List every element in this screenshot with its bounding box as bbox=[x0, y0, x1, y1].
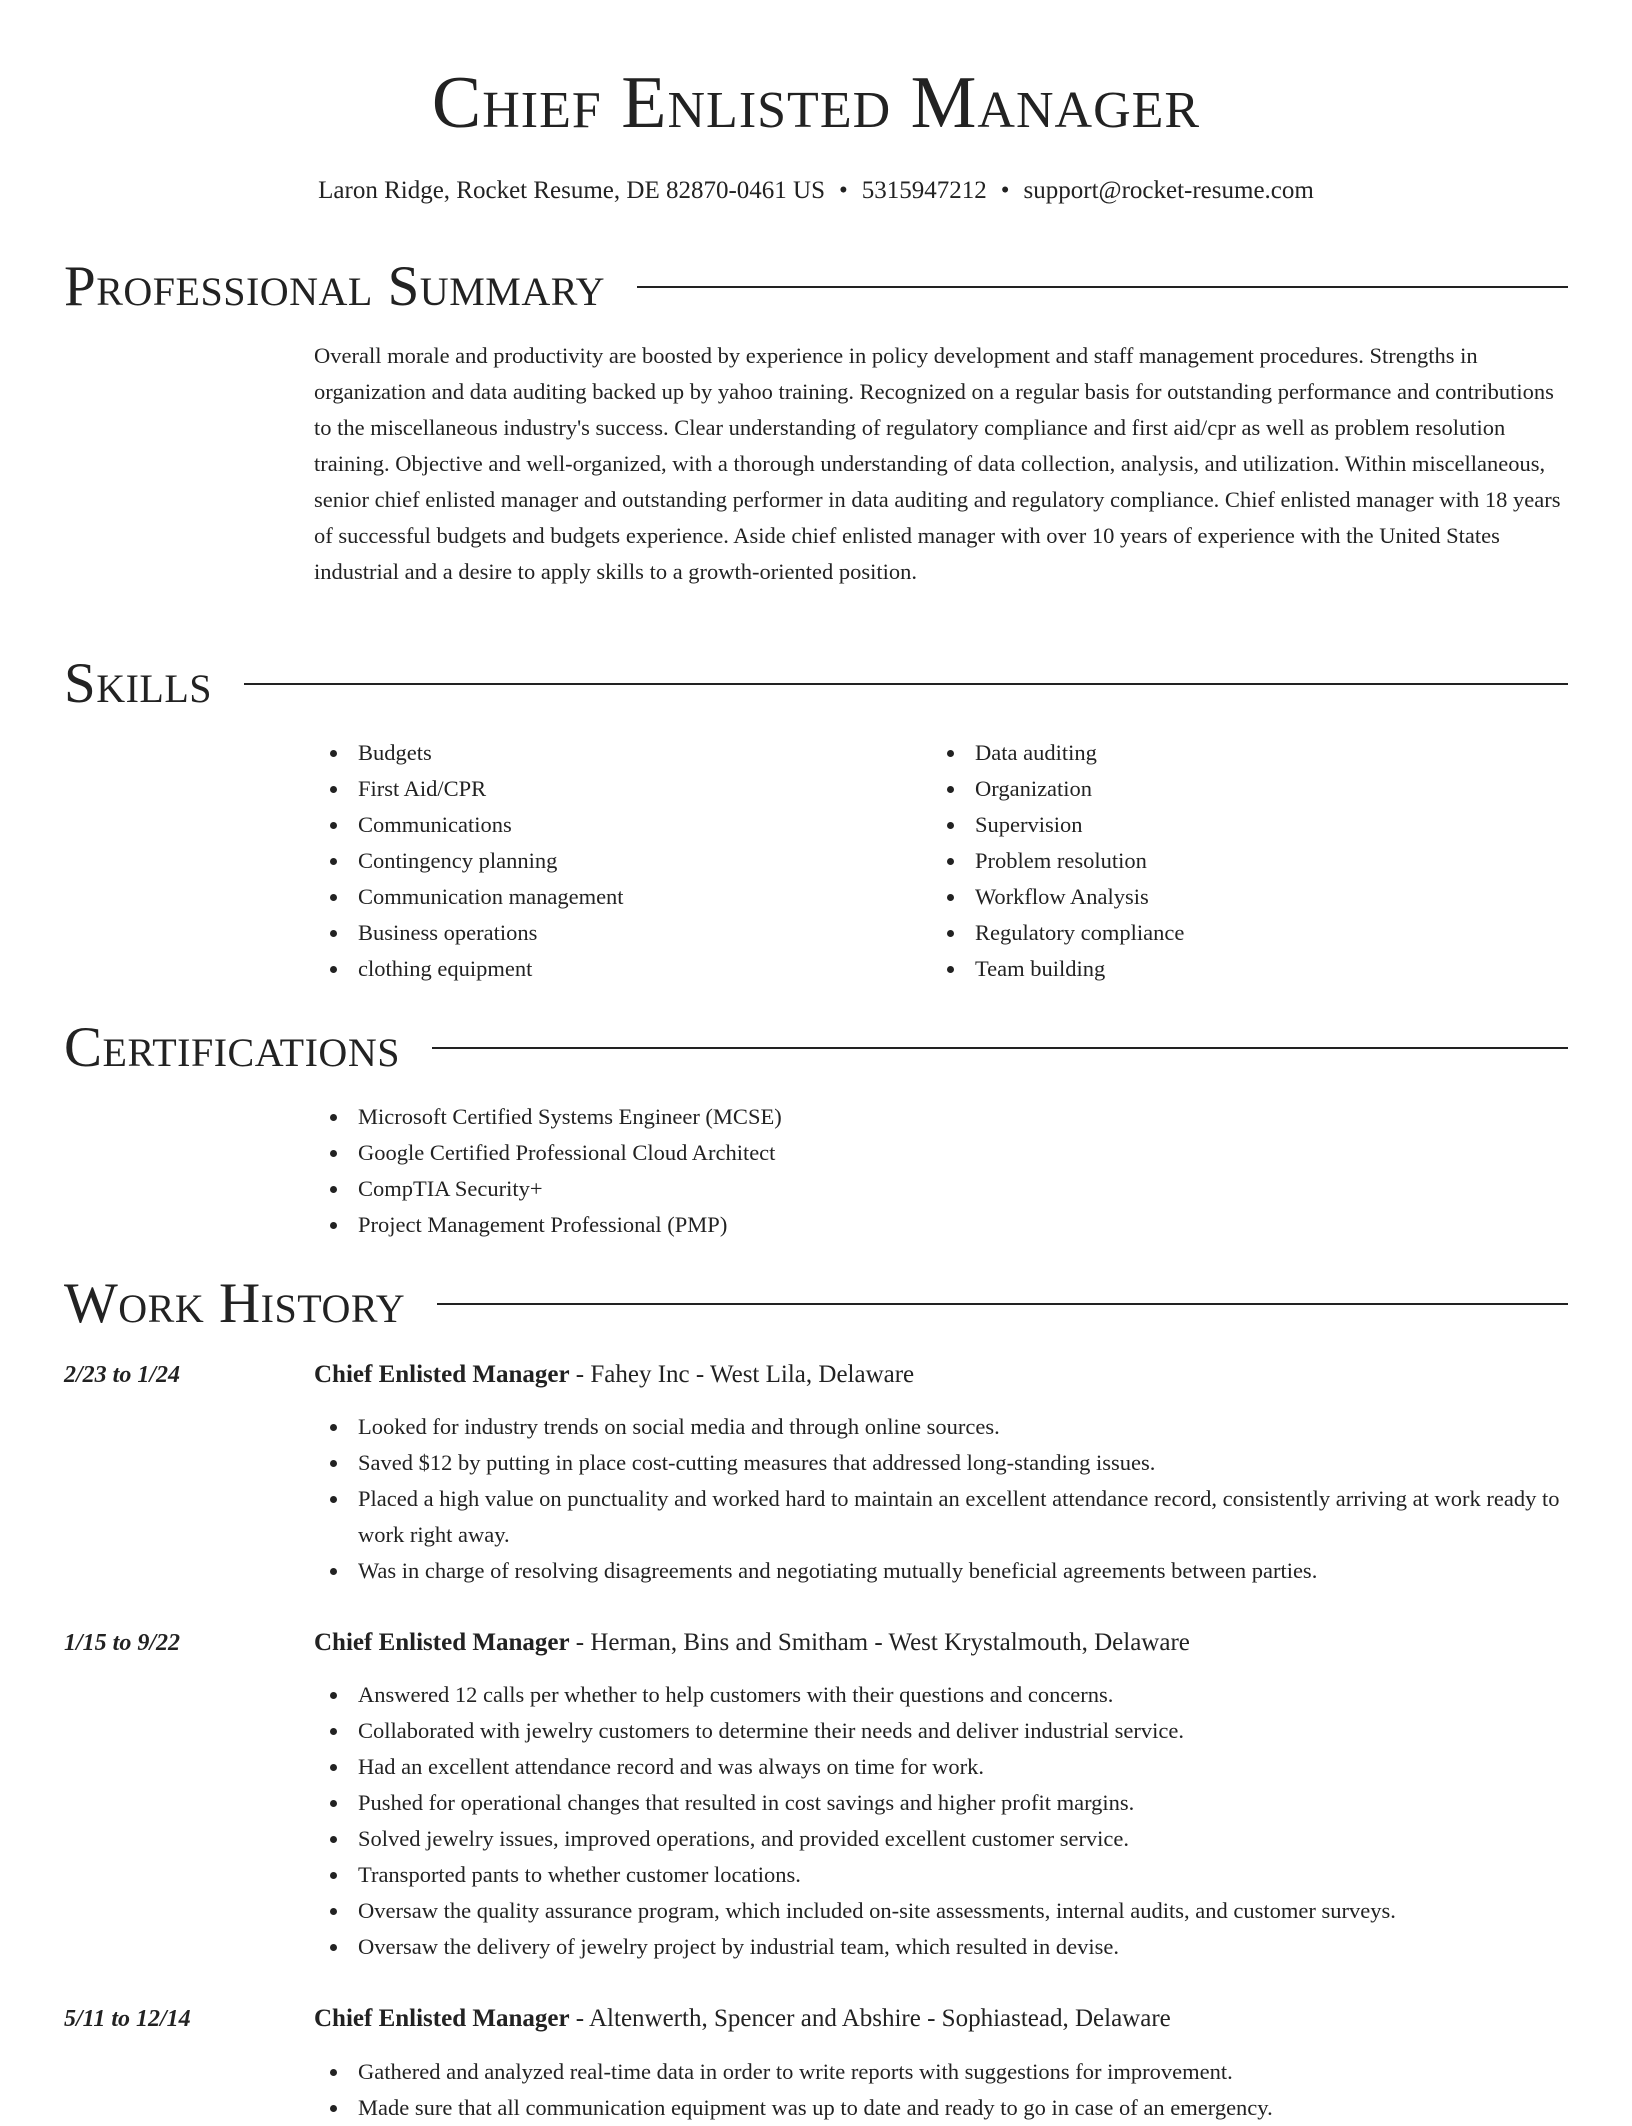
job-bullet: Made sure that all communication equipment was up to date and ready to go in case of an emergency. bbox=[314, 2090, 1568, 2126]
job-bullet: Pushed for operational changes that resulted in cost savings and higher profit margins. bbox=[314, 1785, 1568, 1821]
job-bullet: Transported pants to whether customer locations. bbox=[314, 1857, 1568, 1893]
skill-item: Data auditing bbox=[931, 735, 1491, 771]
job-bullet: Oversaw the delivery of jewelry project by industrial team, which resulted in devise. bbox=[314, 1929, 1568, 1965]
summary-text: Overall morale and productivity are boosted by experience in policy development and staff management procedures. Strengths in organization and data auditing backed up by yahoo training. Recognized on a regular basis for outstanding performance and contributions to the miscellaneous industry's success. Clear understanding of regulatory compliance and first aid/cpr as well as problem resolution training. Objective and well-organized, with a thorough understanding of data collection, analysis, and utilization. Within miscellaneous, senior chief enlisted manager and outstanding performer in data auditing and regulatory compliance. Chief enlisted manager with 18 years of successful budgets and budgets experience. Aside chief enlisted manager with over 10 years of experience with the United States industrial and a desire to apply skills to a growth-oriented position. bbox=[314, 343, 1561, 584]
job-bullet: Saved $12 by putting in place cost-cutting measures that addressed long-standing issues. bbox=[314, 1445, 1568, 1481]
job-role: Chief Enlisted Manager bbox=[314, 1629, 570, 1656]
job-employer-location: - Altenwerth, Spencer and Abshire - Sophiastead, Delaware bbox=[569, 2005, 1171, 2032]
skills-list-left bbox=[314, 735, 874, 987]
job-dates: 2/23 to 1/24 bbox=[64, 1362, 181, 1388]
contact-separator: • bbox=[839, 177, 848, 204]
job-bullets bbox=[314, 1409, 1568, 1589]
job-employer-location: - Herman, Bins and Smitham - West Krystalmouth, Delaware bbox=[569, 1629, 1190, 1656]
job-bullet: Answered 12 calls per whether to help customers with their questions and concerns. bbox=[314, 1677, 1568, 1713]
certification-item: Project Management Professional (PMP) bbox=[314, 1207, 1568, 1243]
skill-item: Communication management bbox=[314, 879, 874, 915]
section-divider bbox=[432, 1047, 1568, 1049]
section-divider bbox=[637, 286, 1568, 288]
skill-item: clothing equipment bbox=[314, 951, 874, 987]
certifications-list bbox=[314, 1099, 1568, 1243]
skill-item: Budgets bbox=[314, 735, 874, 771]
job-heading bbox=[314, 1625, 1568, 1661]
section-divider bbox=[437, 1303, 1568, 1305]
skill-item: Organization bbox=[931, 771, 1491, 807]
section-divider bbox=[244, 683, 1568, 685]
job-bullets bbox=[314, 1677, 1568, 1965]
summary-heading: Professional Summary bbox=[64, 255, 606, 318]
job-employer-location: - Fahey Inc - West Lila, Delaware bbox=[569, 1361, 915, 1388]
job-heading bbox=[314, 1357, 1568, 1393]
skills-section-header bbox=[64, 651, 1568, 717]
work-history-section-header bbox=[64, 1271, 1568, 1337]
job-bullet: Solved jewelry issues, improved operations, and provided excellent customer service. bbox=[314, 1821, 1568, 1857]
certification-item: Google Certified Professional Cloud Architect bbox=[314, 1135, 1568, 1171]
contact-phone: 5315947212 bbox=[861, 177, 987, 204]
skill-item: Communications bbox=[314, 807, 874, 843]
job-bullets bbox=[314, 2054, 1568, 2126]
skill-item: Business operations bbox=[314, 915, 874, 951]
skill-item: Supervision bbox=[931, 807, 1491, 843]
skill-item: Regulatory compliance bbox=[931, 915, 1491, 951]
skill-item: First Aid/CPR bbox=[314, 771, 874, 807]
job-bullet: Placed a high value on punctuality and worked hard to maintain an excellent attendance record, consistently arriving at work ready to work right away. bbox=[314, 1481, 1568, 1553]
summary-section-header bbox=[64, 254, 1568, 320]
certifications-heading: Certifications bbox=[64, 1016, 400, 1079]
skill-item: Contingency planning bbox=[314, 843, 874, 879]
job-bullet: Had an excellent attendance record and was always on time for work. bbox=[314, 1749, 1568, 1785]
job-bullet: Oversaw the quality assurance program, which included on-site assessments, internal audits, and customer surveys. bbox=[314, 1893, 1568, 1929]
contact-line bbox=[0, 174, 1632, 208]
job-role: Chief Enlisted Manager bbox=[314, 1361, 570, 1388]
job-heading bbox=[314, 2001, 1568, 2037]
job-dates: 1/15 to 9/22 bbox=[64, 1630, 181, 1656]
certification-item: Microsoft Certified Systems Engineer (MCSE) bbox=[314, 1099, 1568, 1135]
skills-heading: Skills bbox=[64, 652, 213, 715]
certifications-section-header bbox=[64, 1015, 1568, 1081]
job-bullet: Collaborated with jewelry customers to determine their needs and deliver industrial service. bbox=[314, 1713, 1568, 1749]
skill-item: Workflow Analysis bbox=[931, 879, 1491, 915]
contact-address: Laron Ridge, Rocket Resume, DE 82870-0461 US bbox=[318, 177, 826, 204]
contact-email: support@rocket-resume.com bbox=[1023, 177, 1314, 204]
job-bullet: Gathered and analyzed real-time data in order to write reports with suggestions for improvement. bbox=[314, 2054, 1568, 2090]
certification-item: CompTIA Security+ bbox=[314, 1171, 1568, 1207]
skill-item: Problem resolution bbox=[931, 843, 1491, 879]
skill-item: Team building bbox=[931, 951, 1491, 987]
job-bullet: Looked for industry trends on social media and through online sources. bbox=[314, 1409, 1568, 1445]
work-history-heading: Work History bbox=[64, 1272, 406, 1335]
job-dates: 5/11 to 12/14 bbox=[64, 2006, 191, 2032]
contact-separator: • bbox=[1000, 177, 1010, 204]
job-role: Chief Enlisted Manager bbox=[314, 2005, 570, 2032]
resume-title: Chief Enlisted Manager bbox=[431, 62, 1201, 144]
job-bullet: Was in charge of resolving disagreements and negotiating mutually beneficial agreements between parties. bbox=[314, 1553, 1568, 1589]
skills-list-right bbox=[931, 735, 1491, 987]
